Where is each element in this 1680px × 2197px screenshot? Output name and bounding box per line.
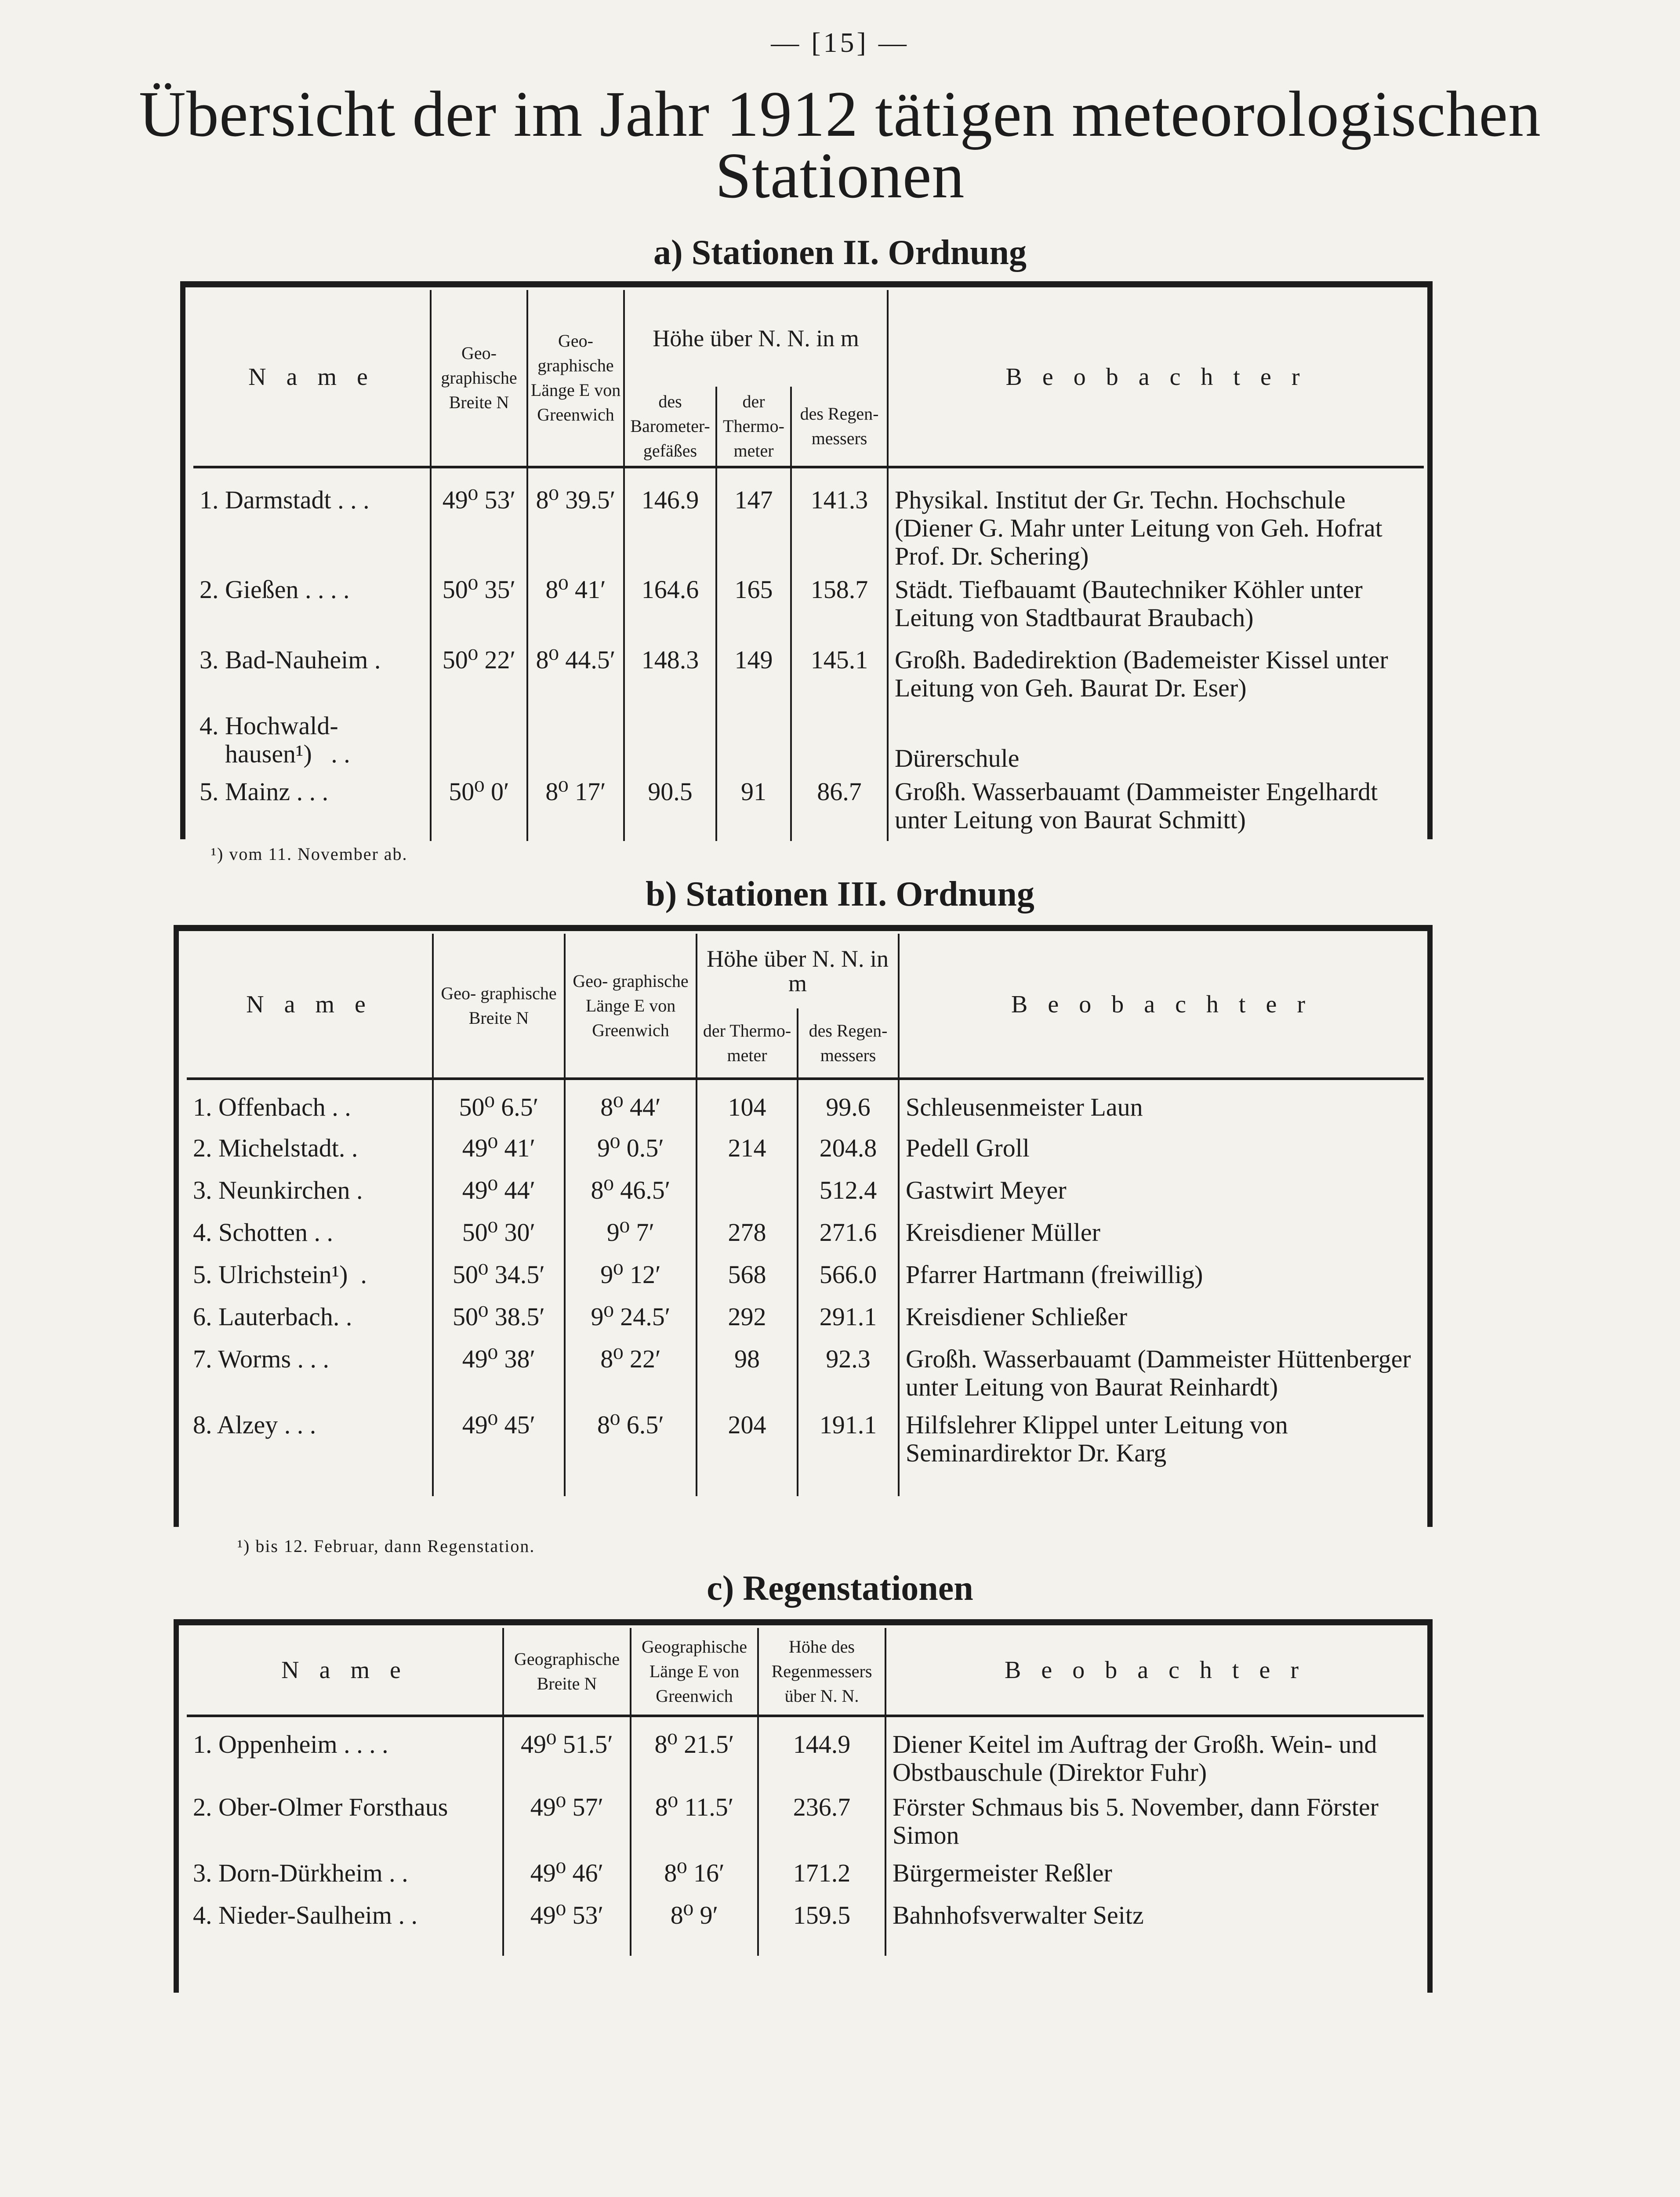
breite-value: 50⁰ 22′ [431,643,527,709]
breite-value: 50⁰ 30′ [433,1216,565,1258]
beobachter-value: Gastwirt Meyer [899,1174,1424,1216]
beobachter-value: Großh. Wasserbauamt (Dammeister Engelhardt unter Leitung von Baurat Schmitt) [888,775,1424,841]
section-b-title: b) Stationen III. Ordnung [646,875,1034,914]
section-b-frame-left [174,925,179,1527]
regen-value: 191.1 [798,1408,899,1496]
beobachter-value: Städt. Tiefbauamt (Bautechniker Köhler unter Leitung von Stadtbaurat Braubach) [888,573,1424,643]
page-title: Übersicht der im Jahr 1912 tätigen meteorologischen Stationen [138,78,1541,212]
col-hoehe-thermo: der Thermo- meter [716,387,791,467]
regen-value: 145.1 [791,643,888,709]
station-name: 6. Lauterbach. . [193,1302,352,1331]
breite-value: 49⁰ 57′ [503,1791,631,1856]
laenge-value: 8⁰ 44.5′ [527,643,624,709]
thermo-value [716,709,791,775]
station-name: 1. Oppenheim . . . . [193,1730,388,1758]
laenge-value: 8⁰ 22′ [565,1342,697,1408]
station-name: 7. Worms . . . [193,1345,330,1373]
section-a-table [193,290,1424,841]
laenge-value: 8⁰ 9′ [631,1899,758,1956]
beobachter-value: Kreisdiener Schließer [899,1300,1424,1342]
laenge-value: 8⁰ 44′ [565,1079,697,1131]
laenge-value: 8⁰ 17′ [527,775,624,841]
col-beobachter: B e o b a c h t e r [885,1628,1424,1716]
col-name: N a m e [187,1628,503,1716]
beobachter-value: Großh. Badedirektion (Bademeister Kissel unter Leitung von Geh. Baurat Dr. Eser) [888,643,1424,709]
regen-value [791,709,888,775]
col-hoehe-baro: des Barometer- gefäßes [624,387,716,467]
col-laenge: Geo- graphische Länge E von Greenwich [527,290,624,467]
beobachter-value: Bahnhofsverwalter Seitz [885,1899,1424,1956]
laenge-value: 9⁰ 12′ [565,1258,697,1300]
station-name: 8. Alzey . . . [193,1410,316,1439]
col-hoehe: Höhe des Regenmessers über N. N. [758,1628,885,1716]
station-name: 1. Darmstadt . . . [200,486,370,514]
station-name: 2. Michelstadt. . [193,1134,358,1162]
station-name: 4. Schotten . . [193,1218,333,1247]
thermo-value: 568 [697,1258,798,1300]
laenge-value: 9⁰ 7′ [565,1216,697,1258]
col-name: N a m e [187,934,433,1079]
col-name: N a m e [193,290,431,467]
col-hoehe-group: Höhe über N. N. in m [624,290,888,387]
col-breite: Geographische Breite N [503,1628,631,1716]
laenge-value: 9⁰ 0.5′ [565,1131,697,1174]
laenge-value: 8⁰ 46.5′ [565,1174,697,1216]
col-beobachter: B e o b a c h t e r [899,934,1424,1079]
section-b-footnote: ¹) bis 12. Februar, dann Regenstation. [237,1536,535,1556]
section-b-frame-top [174,925,1433,931]
breite-value: 49⁰ 44′ [433,1174,565,1216]
section-a-frame-right [1427,281,1433,839]
breite-value: 49⁰ 51.5′ [503,1716,631,1791]
col-hoehe-group: Höhe über N. N. in m [697,934,899,1008]
station-name: 3. Neunkirchen . [193,1176,363,1204]
col-laenge: Geo- graphische Länge E von Greenwich [565,934,697,1079]
breite-value: 49⁰ 53′ [503,1899,631,1956]
regen-value: 86.7 [791,775,888,841]
beobachter-value: Hilfslehrer Klippel unter Leitung von Seminardirektor Dr. Karg [899,1408,1424,1496]
thermo-value: 98 [697,1342,798,1408]
laenge-value: 8⁰ 16′ [631,1856,758,1899]
beobachter-value: Pfarrer Hartmann (freiwillig) [899,1258,1424,1300]
laenge-value [527,709,624,775]
thermo-value [697,1174,798,1216]
breite-value: 49⁰ 38′ [433,1342,565,1408]
table-row [187,1300,1424,1342]
breite-value: 50⁰ 34.5′ [433,1258,565,1300]
baro-value: 148.3 [624,643,716,709]
beobachter-value: Diener Keitel im Auftrag der Großh. Wein- und Obstbauschule (Direktor Fuhr) [885,1716,1424,1791]
baro-value: 146.9 [624,467,716,573]
station-name: 3. Bad-Nauheim . [200,645,381,674]
breite-value: 50⁰ 6.5′ [433,1079,565,1131]
table-row [193,775,1424,841]
thermo-value: 292 [697,1300,798,1342]
beobachter-value: Dürerschule [888,709,1424,775]
beobachter-value: Schleusenmeister Laun [899,1079,1424,1131]
table-row [187,1342,1424,1408]
section-a-title: a) Stationen II. Ordnung [653,233,1027,272]
section-a-footnote: ¹) vom 11. November ab. [211,844,408,864]
table-row [187,1856,1424,1899]
beobachter-value: Pedell Groll [899,1131,1424,1174]
beobachter-value: Kreisdiener Müller [899,1216,1424,1258]
thermo-value: 165 [716,573,791,643]
laenge-value: 9⁰ 24.5′ [565,1300,697,1342]
baro-value: 164.6 [624,573,716,643]
breite-value: 49⁰ 45′ [433,1408,565,1496]
table-row [193,709,1424,775]
baro-value [624,709,716,775]
laenge-value: 8⁰ 39.5′ [527,467,624,573]
section-c-frame-right [1427,1619,1433,1993]
section-c-frame-top [174,1619,1433,1625]
station-name: 4. Hochwald- hausen¹) . . [200,711,350,768]
breite-value: 50⁰ 38.5′ [433,1300,565,1342]
thermo-value: 149 [716,643,791,709]
section-c-table [187,1628,1424,1956]
col-hoehe-regen: des Regen- messers [791,387,888,467]
hoehe-value: 236.7 [758,1791,885,1856]
section-c-title: c) Regenstationen [707,1569,973,1608]
station-name: 5. Ulrichstein¹) . [193,1260,367,1289]
laenge-value: 8⁰ 41′ [527,573,624,643]
breite-value [431,709,527,775]
col-breite: Geo- graphische Breite N [433,934,565,1079]
baro-value: 90.5 [624,775,716,841]
table-row [193,643,1424,709]
col-beobachter: B e o b a c h t e r [888,290,1424,467]
hoehe-value: 159.5 [758,1899,885,1956]
table-row [187,1258,1424,1300]
station-name: 5. Mainz . . . [200,777,329,806]
table-row [187,1216,1424,1258]
breite-value: 49⁰ 53′ [431,467,527,573]
thermo-value: 147 [716,467,791,573]
laenge-value: 8⁰ 21.5′ [631,1716,758,1791]
regen-value: 566.0 [798,1258,899,1300]
hoehe-value: 144.9 [758,1716,885,1791]
section-a-frame-left [180,281,185,839]
station-name: 4. Nieder-Saulheim . . [193,1901,418,1929]
thermo-value: 91 [716,775,791,841]
laenge-value: 8⁰ 6.5′ [565,1408,697,1496]
regen-value: 158.7 [791,573,888,643]
table-row [187,1079,1424,1131]
regen-value: 99.6 [798,1079,899,1131]
beobachter-value: Großh. Wasserbauamt (Dammeister Hüttenberger unter Leitung von Baurat Reinhardt) [899,1342,1424,1408]
thermo-value: 204 [697,1408,798,1496]
station-name: 2. Gießen . . . . [200,575,350,604]
col-hoehe-regen: des Regen- messers [798,1008,899,1079]
hoehe-value: 171.2 [758,1856,885,1899]
regen-value: 271.6 [798,1216,899,1258]
regen-value: 291.1 [798,1300,899,1342]
breite-value: 50⁰ 35′ [431,573,527,643]
section-c-frame-left [174,1619,179,1993]
section-b-table [187,934,1424,1496]
table-row [187,1899,1424,1956]
beobachter-value: Förster Schmaus bis 5. November, dann Förster Simon [885,1791,1424,1856]
section-b-frame-right [1427,925,1433,1527]
thermo-value: 214 [697,1131,798,1174]
thermo-value: 104 [697,1079,798,1131]
station-name: 2. Ober-Olmer Forsthaus [193,1793,448,1821]
laenge-value: 8⁰ 11.5′ [631,1791,758,1856]
table-row [193,467,1424,573]
breite-value: 49⁰ 41′ [433,1131,565,1174]
regen-value: 512.4 [798,1174,899,1216]
station-name: 1. Offenbach . . [193,1093,351,1121]
col-breite: Geo- graphische Breite N [431,290,527,467]
col-hoehe-thermo: der Thermo- meter [697,1008,798,1079]
page-number: — [15] — [771,27,909,58]
section-a-frame-top [180,281,1433,287]
table-row [187,1716,1424,1791]
regen-value: 204.8 [798,1131,899,1174]
table-row [187,1408,1424,1496]
beobachter-value: Bürgermeister Reßler [885,1856,1424,1899]
regen-value: 92.3 [798,1342,899,1408]
table-row [193,573,1424,643]
beobachter-value: Physikal. Institut der Gr. Techn. Hochschule (Diener G. Mahr unter Leitung von Geh. Hofrat Prof. Dr. Schering) [888,467,1424,573]
table-row [187,1174,1424,1216]
thermo-value: 278 [697,1216,798,1258]
breite-value: 50⁰ 0′ [431,775,527,841]
col-laenge: Geographische Länge E von Greenwich [631,1628,758,1716]
station-name: 3. Dorn-Dürkheim . . [193,1859,408,1887]
table-row [187,1791,1424,1856]
table-row [187,1131,1424,1174]
regen-value: 141.3 [791,467,888,573]
breite-value: 49⁰ 46′ [503,1856,631,1899]
